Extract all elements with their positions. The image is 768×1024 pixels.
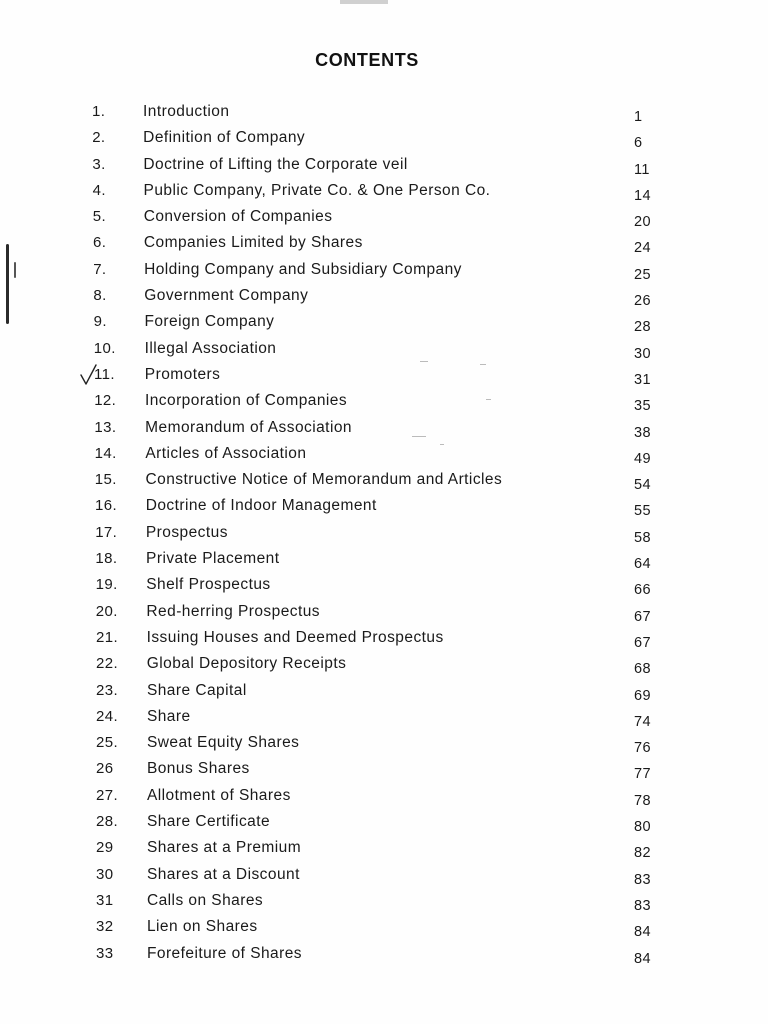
- toc-entry-title: Global Depository Receipts: [146, 655, 347, 673]
- toc-entry: [0, 760, 768, 786]
- toc-entry-page: 69: [634, 687, 651, 704]
- scan-smudge: [340, 0, 388, 4]
- toc-entry-page: 64: [634, 556, 651, 573]
- toc-entry-title: Incorporation of Companies: [144, 392, 348, 410]
- toc-entry: [0, 182, 768, 208]
- toc-entry: [0, 234, 768, 260]
- toc-entry-title: Government Company: [144, 287, 309, 305]
- table-of-contents: [0, 103, 768, 971]
- toc-entry: [0, 366, 768, 392]
- toc-entry-page: 66: [634, 582, 651, 599]
- page-title: CONTENTS: [315, 50, 419, 70]
- toc-entry-page: 78: [634, 792, 651, 809]
- toc-entry-number: 13.: [94, 418, 117, 436]
- scan-speck: [440, 444, 444, 445]
- toc-entry-page: 84: [634, 950, 651, 967]
- toc-entry-number: 21.: [96, 628, 119, 646]
- toc-entry-page: 6: [634, 135, 643, 152]
- toc-entry-title: Prospectus: [145, 523, 228, 541]
- toc-entry-number: 32: [96, 918, 114, 936]
- toc-entry-number: 26: [96, 760, 114, 778]
- toc-entry-title: Introduction: [143, 103, 230, 120]
- toc-entry-title: Issuing Houses and Deemed Prospectus: [146, 628, 444, 646]
- toc-entry-number: 28.: [96, 813, 119, 831]
- toc-entry-number: 30: [96, 865, 114, 883]
- toc-entry-number: 27.: [96, 786, 119, 804]
- toc-entry-page: 31: [634, 371, 651, 388]
- toc-entry: [0, 156, 768, 182]
- toc-entry-number: 1.: [92, 103, 106, 120]
- toc-entry: [0, 892, 768, 918]
- toc-entry: [0, 866, 768, 892]
- toc-entry: [0, 603, 768, 629]
- toc-entry-title: Share Capital: [146, 681, 247, 699]
- toc-entry-page: 49: [634, 450, 651, 467]
- toc-entry-number: 15.: [94, 471, 117, 489]
- toc-entry-page: 54: [634, 477, 651, 494]
- toc-entry: [0, 576, 768, 602]
- toc-entry: [0, 787, 768, 813]
- toc-entry: [0, 945, 768, 971]
- toc-entry-number: 10.: [93, 339, 116, 357]
- toc-entry-title: Allotment of Shares: [146, 786, 291, 804]
- scan-speck: [480, 364, 486, 365]
- toc-entry: [0, 497, 768, 523]
- toc-entry-title: Foreign Company: [144, 313, 275, 331]
- toc-entry-page: 84: [634, 924, 651, 941]
- toc-entry-page: 26: [634, 293, 651, 310]
- toc-entry-title: Share Certificate: [146, 813, 271, 831]
- toc-entry: [0, 629, 768, 655]
- toc-entry-number: 8.: [93, 287, 107, 305]
- toc-entry: [0, 392, 768, 418]
- toc-entry: [0, 839, 768, 865]
- toc-entry-page: 35: [634, 398, 651, 415]
- toc-entry-title: Articles of Association: [145, 444, 307, 462]
- toc-entry-page: 83: [634, 871, 651, 888]
- toc-entry-number: 18.: [95, 550, 118, 568]
- toc-entry-title: Shelf Prospectus: [146, 576, 271, 594]
- toc-entry-title: Memorandum of Association: [145, 418, 352, 436]
- toc-entry: [0, 287, 768, 313]
- scan-speck: [486, 399, 491, 400]
- toc-entry-page: 20: [634, 214, 651, 231]
- toc-entry-title: Forefeiture of Shares: [146, 944, 303, 962]
- toc-entry: [0, 655, 768, 681]
- toc-entry-page: 28: [634, 319, 651, 336]
- toc-entry-number: 17.: [95, 523, 118, 541]
- toc-entry-title: Promoters: [144, 365, 221, 383]
- toc-entry-number: 23.: [96, 681, 119, 699]
- toc-entry: [0, 445, 768, 471]
- scan-speck: [420, 361, 428, 362]
- toc-entry: [0, 313, 768, 339]
- toc-entry-title: Public Company, Private Co. & One Person Co.: [143, 181, 491, 199]
- toc-entry-number: 9.: [93, 313, 107, 331]
- toc-entry-page: 25: [634, 266, 651, 283]
- toc-entry-number: 4.: [92, 181, 106, 199]
- toc-entry-number: 7.: [93, 260, 107, 278]
- toc-entry-number: 20.: [95, 602, 118, 620]
- toc-entry-page: 77: [634, 766, 651, 783]
- toc-entry: [0, 419, 768, 445]
- toc-entry: [0, 708, 768, 734]
- toc-entry: [0, 813, 768, 839]
- toc-entry-page: 1: [634, 109, 643, 125]
- toc-entry-number: 2.: [92, 129, 106, 147]
- toc-entry: [0, 524, 768, 550]
- toc-entry-page: 80: [634, 819, 651, 836]
- toc-entry-title: Definition of Company: [143, 129, 306, 147]
- toc-entry-number: 25.: [96, 734, 119, 752]
- toc-entry-title: Red-herring Prospectus: [146, 602, 320, 620]
- toc-entry-page: 67: [634, 608, 651, 625]
- toc-entry: [0, 682, 768, 708]
- toc-entry-number: 11.: [94, 365, 115, 383]
- toc-entry-title: Companies Limited by Shares: [143, 234, 363, 252]
- toc-entry-number: 33: [96, 944, 114, 962]
- toc-entry: [0, 103, 768, 129]
- toc-entry-number: 22.: [96, 655, 119, 673]
- toc-entry-number: 5.: [92, 208, 107, 226]
- toc-entry-title: Shares at a Premium: [146, 839, 302, 857]
- toc-entry: [0, 550, 768, 576]
- toc-entry-title: Illegal Association: [144, 339, 277, 357]
- toc-entry-page: 30: [634, 345, 651, 362]
- toc-entry: [0, 471, 768, 497]
- toc-entry-page: 38: [634, 424, 651, 441]
- toc-entry-page: 67: [634, 634, 651, 651]
- toc-entry-title: Private Placement: [146, 550, 280, 568]
- toc-entry-page: 83: [634, 897, 651, 914]
- toc-entry-page: 14: [634, 187, 651, 204]
- toc-entry: [0, 261, 768, 287]
- toc-entry-number: 29: [96, 839, 114, 857]
- toc-entry-number: 24.: [96, 707, 119, 725]
- toc-entry-title: Doctrine of Indoor Management: [145, 497, 377, 515]
- toc-entry-page: 82: [634, 845, 651, 862]
- toc-entry: [0, 129, 768, 155]
- toc-entry-number: 19.: [95, 576, 118, 594]
- toc-entry-page: 74: [634, 713, 651, 730]
- toc-entry-title: Share: [146, 707, 191, 725]
- scan-speck: [412, 436, 426, 437]
- toc-entry-page: 55: [634, 503, 651, 520]
- toc-entry-page: 68: [634, 661, 651, 678]
- toc-entry-number: 16.: [95, 497, 118, 515]
- toc-entry-number: 3.: [92, 155, 106, 173]
- toc-entry-title: Sweat Equity Shares: [146, 734, 300, 752]
- toc-entry-page: 24: [634, 240, 651, 257]
- toc-entry-title: Holding Company and Subsidiary Company: [144, 260, 462, 278]
- toc-entry-title: Bonus Shares: [146, 760, 250, 778]
- toc-entry: [0, 208, 768, 234]
- toc-entry-number: 12.: [94, 392, 117, 410]
- toc-entry-title: Conversion of Companies: [143, 208, 333, 226]
- toc-entry-title: Constructive Notice of Memorandum and Articles: [145, 471, 503, 489]
- toc-entry-page: 58: [634, 529, 651, 546]
- toc-entry: [0, 340, 768, 366]
- toc-entry-number: 14.: [94, 444, 117, 462]
- toc-entry-title: Lien on Shares: [146, 918, 258, 936]
- toc-entry: [0, 734, 768, 760]
- toc-entry-title: Calls on Shares: [146, 891, 264, 909]
- toc-entry-page: 11: [634, 161, 650, 178]
- toc-entry-title: Shares at a Discount: [146, 865, 300, 883]
- toc-entry-title: Doctrine of Lifting the Corporate veil: [143, 155, 408, 173]
- toc-entry-page: 76: [634, 740, 651, 757]
- toc-entry-number: 31: [96, 891, 114, 909]
- toc-entry-number: 6.: [93, 234, 107, 252]
- toc-entry: [0, 918, 768, 944]
